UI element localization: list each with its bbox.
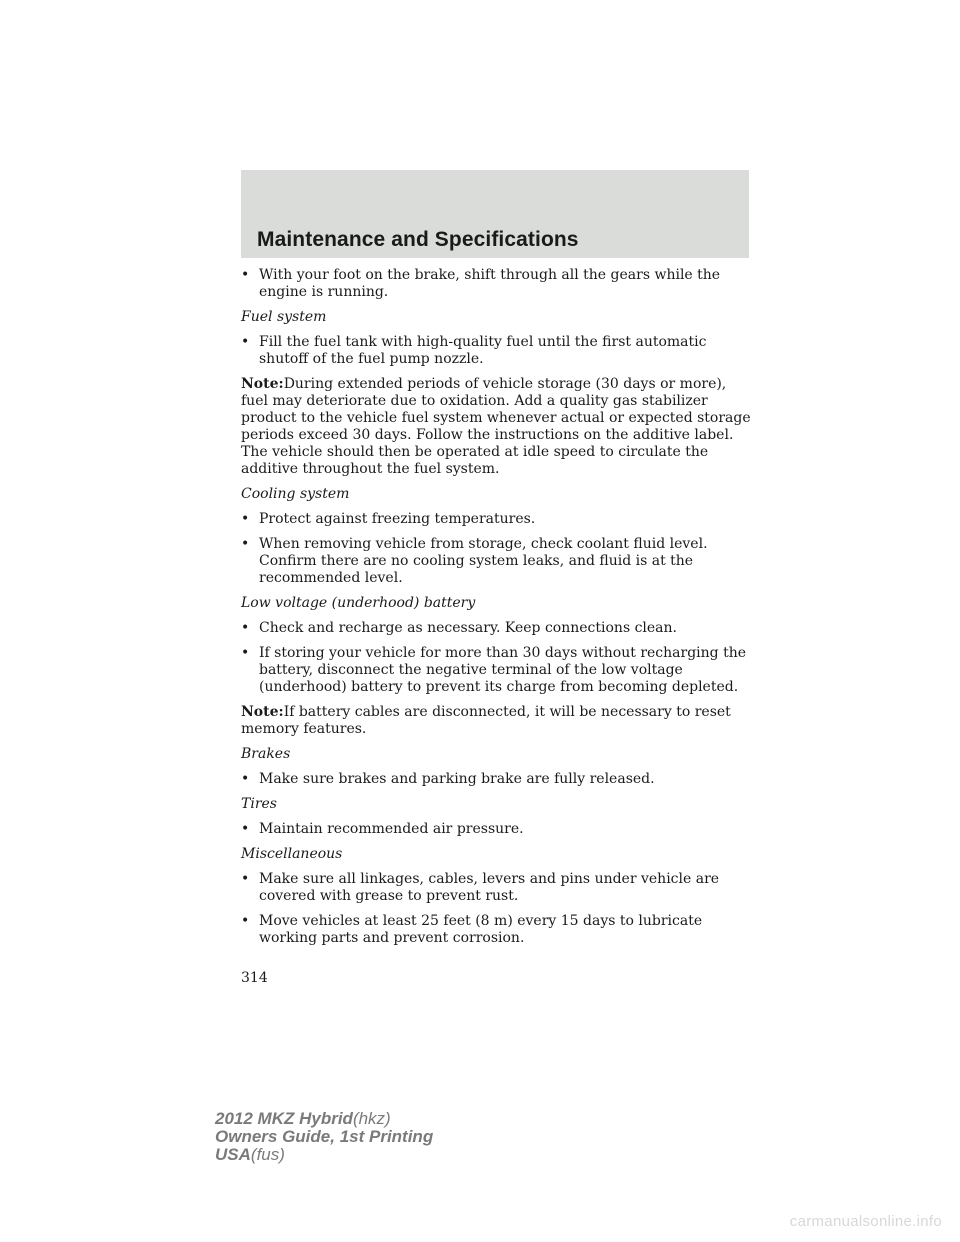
list-item xyxy=(241,645,756,696)
subheading-brakes: Brakes xyxy=(241,746,291,762)
list-item-text: When removing vehicle from storage, check coolant fluid level. Confirm there are no cooling system leaks, and fluid is at the recommended level. xyxy=(259,536,708,586)
bullet-icon: • xyxy=(241,536,250,552)
note-paragraph xyxy=(241,704,756,738)
bullet-icon: • xyxy=(241,871,250,887)
footer-market-line xyxy=(215,1146,433,1164)
subheading-miscellaneous: Miscellaneous xyxy=(241,846,343,862)
note-label: Note: xyxy=(241,704,284,720)
list-item xyxy=(241,913,756,947)
footer-guide-line xyxy=(215,1128,433,1146)
list-item-text: If storing your vehicle for more than 30 days without recharging the battery, disconnect the negative terminal of the low voltage (underhood) battery to prevent its charge from becoming depleted. xyxy=(259,645,746,695)
footer-model-line xyxy=(215,1110,433,1128)
note-label: Note: xyxy=(241,376,284,392)
bullet-icon: • xyxy=(241,821,250,837)
page-content xyxy=(241,267,756,955)
list-item-text: With your foot on the brake, shift through all the gears while the engine is running. xyxy=(259,267,721,300)
list-item xyxy=(241,620,756,637)
list-item xyxy=(241,334,756,368)
section-title: Maintenance and Specifications xyxy=(257,228,579,251)
list-item xyxy=(241,821,756,838)
bullet-icon: • xyxy=(241,645,250,661)
section-header-band xyxy=(241,170,749,258)
list-item xyxy=(241,871,756,905)
note-paragraph xyxy=(241,376,756,478)
list-item-text: Move vehicles at least 25 feet (8 m) every 15 days to lubricate working parts and prevent corrosion. xyxy=(259,913,703,946)
footer-guide: Owners Guide, 1st Printing xyxy=(215,1127,434,1146)
bullet-icon: • xyxy=(241,620,250,636)
footer-model-code: (hkz) xyxy=(352,1109,391,1128)
list-item-text: Make sure all linkages, cables, levers and pins under vehicle are covered with grease to prevent rust. xyxy=(259,871,720,904)
note-text: If battery cables are disconnected, it will be necessary to reset memory features. xyxy=(241,704,731,737)
footer-model: 2012 MKZ Hybrid xyxy=(215,1109,353,1128)
list-item-text: Check and recharge as necessary. Keep connections clean. xyxy=(259,620,677,636)
subheading-fuel-system: Fuel system xyxy=(241,309,327,325)
page-number: 314 xyxy=(241,970,268,986)
list-item-text: Make sure brakes and parking brake are fully released. xyxy=(259,771,655,787)
bullet-icon: • xyxy=(241,267,250,283)
footer-market-code: (fus) xyxy=(250,1145,285,1164)
footer-market: USA xyxy=(215,1145,251,1164)
list-item-text: Protect against freezing temperatures. xyxy=(259,511,536,527)
bullet-icon: • xyxy=(241,511,250,527)
bullet-icon: • xyxy=(241,913,250,929)
subheading-battery: Low voltage (underhood) battery xyxy=(241,595,476,611)
list-item xyxy=(241,511,756,528)
note-text: During extended periods of vehicle storage (30 days or more), fuel may deteriorate due to oxidation. Add a quality gas stabilizer product to the vehicle fuel system whenever actual or expected storage periods exceed 30 days. Follow the instructions on the additive label. The vehicle should then be operated at idle speed to circulate the additive throughout the fuel system. xyxy=(241,376,751,477)
list-item-text: Maintain recommended air pressure. xyxy=(259,821,524,837)
bullet-icon: • xyxy=(241,771,250,787)
print-footer xyxy=(215,1110,433,1164)
watermark: carmanualsonline.info xyxy=(789,1213,942,1230)
subheading-tires: Tires xyxy=(241,796,277,812)
list-item-text: Fill the fuel tank with high-quality fuel until the first automatic shutoff of the fuel pump nozzle. xyxy=(259,334,707,367)
subheading-cooling-system: Cooling system xyxy=(241,486,350,502)
bullet-icon: • xyxy=(241,334,250,350)
list-item xyxy=(241,267,756,301)
list-item xyxy=(241,771,756,788)
list-item xyxy=(241,536,756,587)
